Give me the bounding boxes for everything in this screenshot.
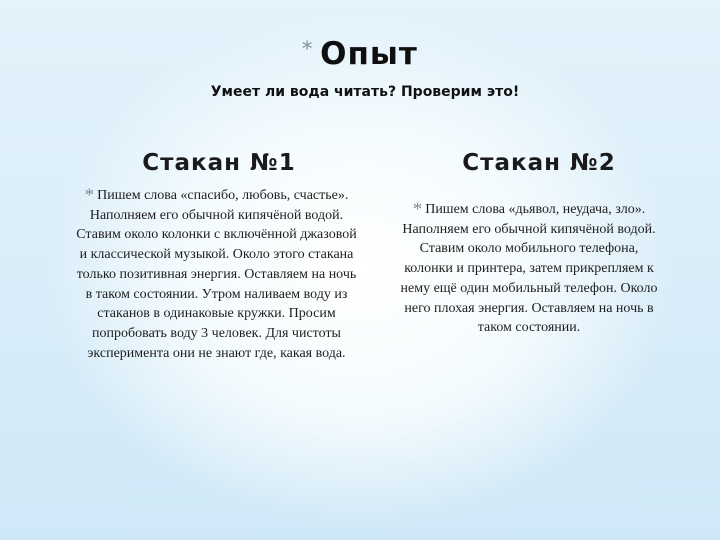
- title-bullet-icon: *: [302, 36, 313, 60]
- column-2-text: Пишем слова «дьявол, неудача, зло». Наполняем его обычной кипячёной водой. Ставим около мобильного телефона, колонки и принтера, затем прикрепляем к нему ещё один мобильный телефон. Около него плохая энергия. Оставляем на ночь в таком состоянии.: [400, 202, 658, 336]
- column-1-heading: Стакан №1: [142, 150, 296, 176]
- column-2-text-block: [400, 200, 658, 338]
- bullet-icon: *: [412, 199, 423, 220]
- slide-subtitle: Умеет ли вода читать? Проверим это!: [210, 84, 520, 100]
- slide-title: Опыт: [320, 36, 418, 72]
- column-2-heading: Стакан №2: [462, 150, 616, 176]
- bullet-icon: *: [84, 185, 95, 206]
- title-row: [0, 36, 720, 72]
- column-1-text: Пишем слова «спасибо, любовь, счастье». Наполняем его обычной кипячёной водой. Ставим около колонки с включённой джазовой и классической музыкой. Около этого стакана только позитивная энергия. Оставляем на ночь в таком состоянии. Утром наливаем воду из стаканов в одинаковые кружки. Просим попробовать воду 3 человек. Для чистоты эксперимента они не знают где, какая вода.: [76, 188, 357, 361]
- column-1-text-block: [74, 186, 359, 363]
